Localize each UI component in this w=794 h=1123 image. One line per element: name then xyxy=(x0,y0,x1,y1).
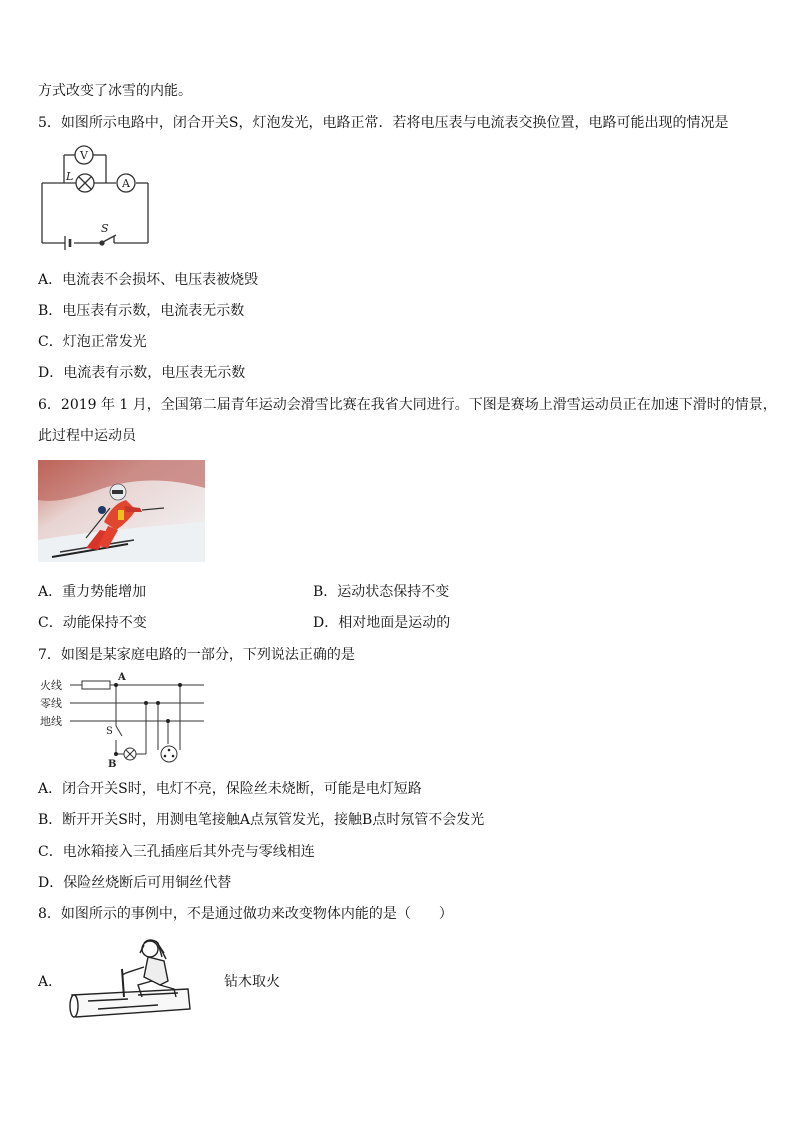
q5-option-a: A．电流表不会损坏、电压表被烧毁 xyxy=(38,272,259,288)
q5-option-b: B．电压表有示数，电流表无示数 xyxy=(38,303,245,319)
point-a-label: A xyxy=(118,672,126,683)
q5-circuit-diagram xyxy=(38,143,152,255)
live-wire-label: 火线 xyxy=(40,679,62,692)
ground-wire-label: 地线 xyxy=(40,715,62,728)
question-8-stem: 8．如图所示的事例中，不是通过做功来改变物体内能的是（ ） xyxy=(38,906,453,922)
q8-option-a-caption: 钻木取火 xyxy=(224,974,280,990)
question-7-stem: 7．如图是某家庭电路的一部分，下列说法正确的是 xyxy=(38,647,355,663)
question-6-stem: 6．2019 年 1 月，全国第二届青年运动会滑雪比赛在我省大同进行。下图是赛场上滑雪运动员正在加速下滑时的情景， xyxy=(38,397,777,413)
voltmeter-label: V xyxy=(80,149,88,162)
neutral-wire-label: 零线 xyxy=(40,697,62,710)
q6-option-d: D．相对地面是运动的 xyxy=(313,615,451,631)
q5-option-d: D．电流表有示数，电压表无示数 xyxy=(38,365,246,381)
q6-option-c: C．动能保持不变 xyxy=(38,615,147,631)
skier-photo xyxy=(38,460,205,562)
lamp-label: L xyxy=(66,170,74,183)
q7-option-c: C．电冰箱接入三孔插座后其外壳与零线相连 xyxy=(38,844,315,860)
q8-option-a-label: A． xyxy=(38,974,63,990)
question-6-stem-cont: 此过程中运动员 xyxy=(38,428,136,444)
ammeter-label: A xyxy=(122,177,130,190)
q6-option-b: B．运动状态保持不变 xyxy=(313,584,450,600)
drilling-wood-fire-illustration xyxy=(68,935,194,1025)
q7-household-circuit xyxy=(38,670,208,770)
q7-option-d: D．保险丝烧断后可用铜丝代替 xyxy=(38,875,232,891)
q6-option-a: A．重力势能增加 xyxy=(38,584,147,600)
text-line-continuation: 方式改变了冰雪的内能。 xyxy=(38,83,192,99)
q7-option-b: B．断开开关S时，用测电笔接触A点氖管发光，接触B点时氖管不会发光 xyxy=(38,812,485,828)
q7-option-a: A．闭合开关S时，电灯不亮，保险丝未烧断，可能是电灯短路 xyxy=(38,781,422,797)
question-5-stem: 5．如图所示电路中，闭合开关S，灯泡发光，电路正常．若将电压表与电流表交换位置，电路可能出现的情况是 xyxy=(38,115,729,131)
switch-s-label: S xyxy=(106,726,113,737)
switch-label: S xyxy=(101,222,109,235)
q5-option-c: C．灯泡正常发光 xyxy=(38,334,147,350)
point-b-label: B xyxy=(108,759,117,770)
